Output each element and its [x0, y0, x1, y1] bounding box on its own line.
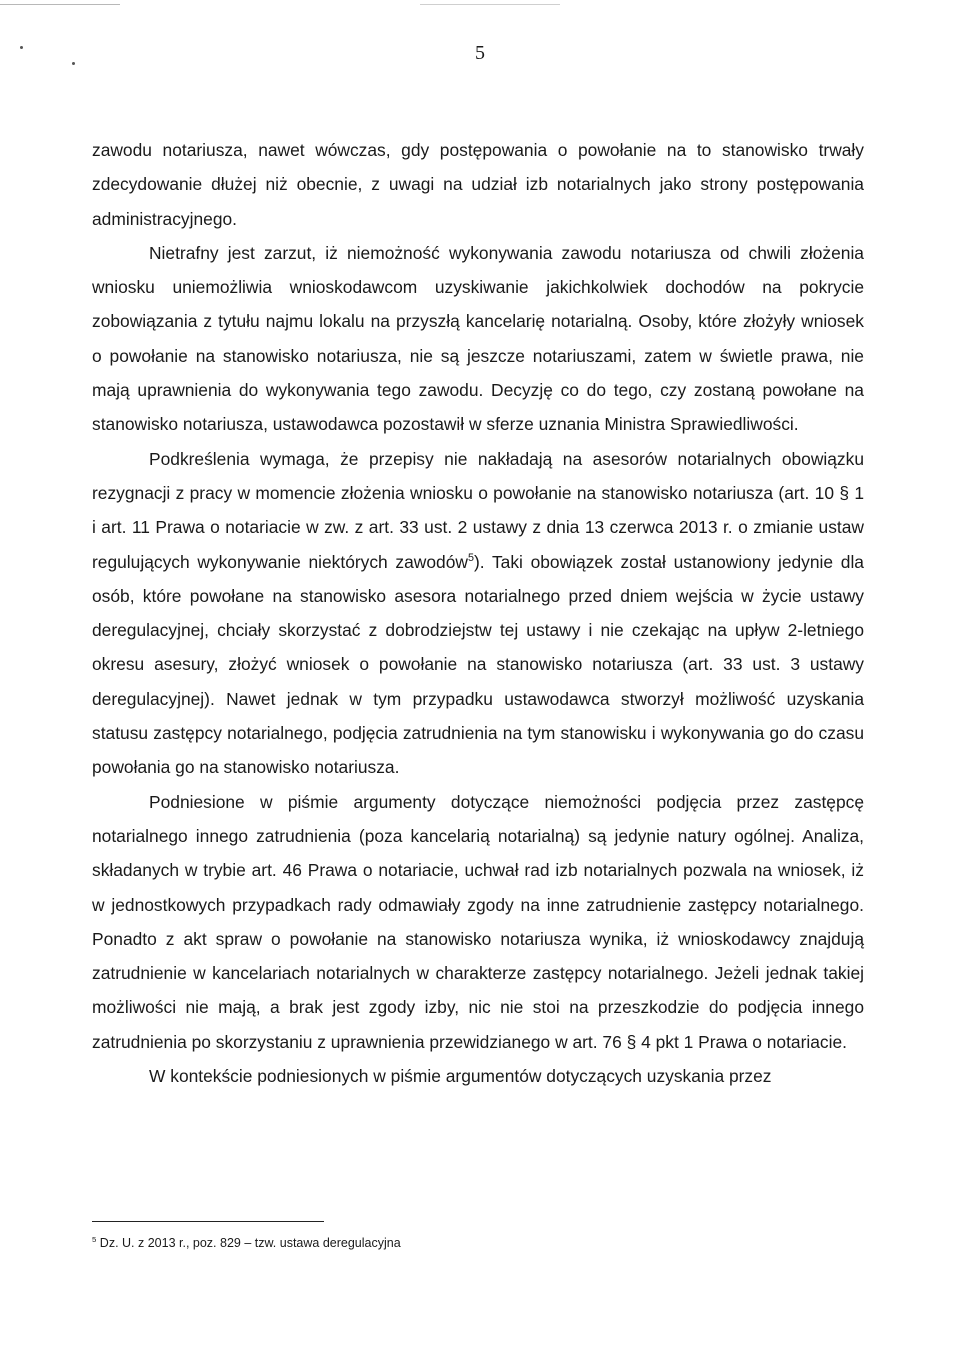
text-line: które złożyły wniosek o powołanie na stanowisko notariusza, nie są jeszcze notariuszami,: [92, 311, 864, 366]
text-line: 13 czerwca 2013 r. o zmianie ustaw regulujących wykonywanie niektórych zawodów: [92, 517, 864, 572]
text-line: skorzystać z dobrodziejstw tej ustawy i nie czekając na upływ 2-letniego okresu asesury,: [92, 620, 864, 675]
text-line: zawodu notariusza, nawet wówczas, gdy postępowania o powołanie na to stanowisko: [92, 140, 808, 160]
text-line: asesora notarialnego przed dniem wejścia w życie ustawy deregulacyjnej, chciały: [92, 585, 864, 641]
text-line: złożyć wniosek o powołanie na stanowisko notariusza (art. 33 ust. 3 ustawy: [228, 654, 864, 675]
text-line: zgody izby, nic nie stoi na przeszkodzie do podjęcia innego zatrudnienia po skorzystaniu: [92, 997, 864, 1052]
text-line: Nietrafny jest zarzut, iż niemożność wykonywania zawodu notariusza od chwili: [149, 242, 792, 263]
footnote-separator: [92, 1221, 324, 1222]
text-line: z uprawnienia przewidzianego w art. 76 § 4 pkt 1 Prawa o notariacie.: [317, 1031, 847, 1052]
text-line: notariusza wynika, iż wnioskodawcy znajdują zatrudnienie w kancelariach notarialnych: [92, 928, 864, 984]
text-line: W kontekście podniesionych w piśmie argumentów dotyczących uzyskania przez: [149, 1066, 772, 1087]
text-line: deregulacyjnej). Nawet jednak w tym przypadku ustawodawca stworzył możliwość: [92, 688, 776, 709]
footnote: [92, 1234, 401, 1252]
document-body: [92, 133, 864, 1093]
text-line: pozwala na wniosek, iż w jednostkowych przypadkach rady odmawiały zgody na inne: [92, 860, 864, 915]
text-line: w charakterze zastępcy notarialnego. Jeżeli jednak takiej możliwości nie mają, a brak jest: [92, 963, 864, 1018]
text-line: uzyskania statusu zastępcy notarialnego, podjęcia zatrudnienia na tym stanowisku: [92, 688, 864, 744]
text-line: w sferze uznania Ministra Sprawiedliwości.: [469, 414, 799, 435]
paragraph: [92, 236, 864, 442]
scan-artifact-line: [420, 4, 560, 5]
text-line: Taki obowiązek został ustanowiony jedynie dla osób, które powołane na stanowisko: [92, 551, 864, 606]
paragraph: [92, 1059, 864, 1093]
footnote-text: Dz. U. z 2013 r., poz. 829 – tzw. ustawa deregulacyjna: [99, 1236, 401, 1250]
text-line: notariusza (art. 10 § 1 i art. 11 Prawa o notariacie w zw. z art. 33 ust. 2 ustawy z dnia: [92, 482, 864, 538]
paragraph: [92, 785, 864, 1059]
text-line: obowiązku rezygnacji z pracy w momencie złożenia wniosku o powołanie na stanowisko: [92, 448, 864, 503]
text-line: Podniesione w piśmie argumenty dotyczące niemożności podjęcia przez zastępcę: [149, 791, 864, 812]
footnote-marker: 5: [92, 1234, 97, 1244]
text-line: notarialnego innego zatrudnienia (poza kancelarią notarialną) są jedynie natury ogólnej.: [92, 825, 796, 846]
text-line: zatem w świetle prawa, nie mają uprawnienia do wykonywania tego zawodu. Decyzję co: [92, 345, 864, 401]
text-line: i wykonywania go do czasu powołania go na stanowisko notariusza.: [92, 723, 864, 778]
footnote-reference: 5: [467, 551, 474, 564]
text-line: postępowania administracyjnego.: [92, 174, 864, 229]
paragraph: [92, 442, 864, 785]
text-line: pokrycie zobowiązania z tytułu najmu lokalu na przyszłą kancelarię notarialną. Osoby,: [92, 277, 864, 332]
text-line: zatrudnienie zastępcy notarialnego. Ponadto z akt spraw o powołanie na stanowisko: [92, 894, 864, 949]
scan-artifact-line: [0, 4, 120, 5]
text-line: Podkreślenia wymaga, że przepisy nie nakładają na asesorów notarialnych: [149, 448, 772, 469]
text-line: trwały zdecydowanie dłużej niż obecnie, z uwagi na udział izb notarialnych jako strony: [92, 140, 864, 195]
text-line: złożenia wniosku uniemożliwia wnioskodawcom uzyskiwanie jakichkolwiek dochodów na: [92, 242, 864, 298]
footnote-reference-punctuation: ).: [473, 551, 485, 572]
paragraph: [92, 133, 864, 236]
text-line: Analiza, składanych w trybie art. 46 Prawa o notariacie, uchwał rad izb notarialnych: [92, 825, 865, 881]
page-number: 5: [475, 42, 485, 64]
text-line: do tego, czy zostaną powołane na stanowisko notariusza, ustawodawca pozostawił: [92, 380, 864, 435]
